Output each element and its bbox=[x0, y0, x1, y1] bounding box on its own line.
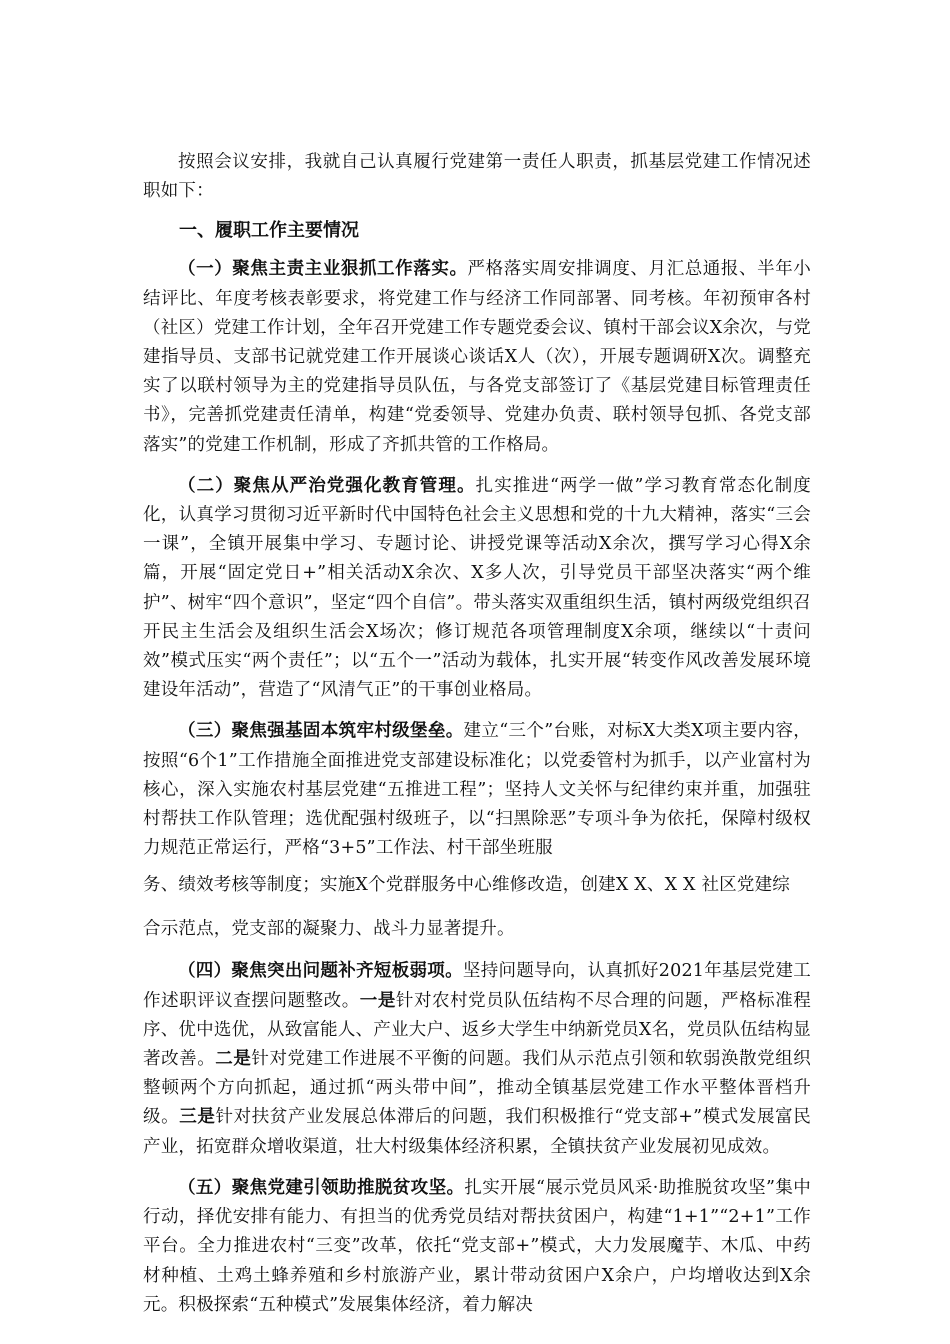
paragraph-2 bbox=[143, 472, 811, 706]
paragraph-3-line-b: 务、绩效考核等制度；实施X个党群服务中心维修改造，创建X X、X X 社区党建综 bbox=[143, 875, 790, 896]
paragraph-4-lead: （四）聚焦突出问题补齐短板弱项。 bbox=[178, 961, 463, 982]
paragraph-4-sentence-3: 针对党建工作进展不平衡的问题。我们从示范点引领和软弱涣散党组织整顿两个方向抓起，通过抓“两头带中间”，推动全镇基层党建工作水平整体晋档升级。 bbox=[143, 1049, 812, 1128]
document-page bbox=[143, 148, 811, 1332]
paragraph-4-keyword-1: 一是 bbox=[359, 990, 396, 1011]
paragraph-2-body: 扎实推进“两学一做”学习教育常态化制度化，认真学习贯彻习近平新时代中国特色社会主义思想和党的十九大精神，落实“三会一课”，全镇开展集中学习、专题讨论、讲授党课等活动X余次，撰写学习心得X余篇，开展“固定党日+”相关活动X余次、X多人次，引导党员干部坚决落实“两个维护”、树牢“四个意识”，坚定“四个自信”。带头落实双重组织生活，镇村两级党组织召开民主生活会及组织生活会X场次；修订规范各项管理制度X余项，继续以“十责问效”模式压实“两个责任”；以“五个一”活动为载体，扎实开展“转变作风改善发展环境建设年活动”，营造了“风清气正”的干事创业格局。 bbox=[143, 475, 811, 701]
paragraph-4-sentence-1: 坚持问题导向，认真抓好2021年基层党建工作述职评议查摆问题整改。 bbox=[143, 961, 811, 1011]
section-heading: 一、履职工作主要情况 bbox=[179, 220, 359, 242]
paragraph-2-lead: （二）聚焦从严治党强化教育管理。 bbox=[178, 475, 476, 496]
paragraph-5 bbox=[143, 1174, 811, 1320]
paragraph-4-sentence-2: 针对农村党员队伍结构不尽合理的问题，严格标准程序、优中选优，从致富能人、产业大户、返乡大学生中纳新党员X名，党员队伍结构显著改善。 bbox=[143, 990, 811, 1070]
paragraph-5-lead: （五）聚焦党建引领助推脱贫攻坚。 bbox=[178, 1177, 465, 1198]
paragraph-3-line-c: 合示范点，党支部的凝聚力、战斗力显著提升。 bbox=[143, 919, 515, 940]
paragraph-4-sentence-4: 针对扶贫产业发展总体滞后的问题，我们积极推行“党支部+”模式发展富民产业，拓宽群众增收渠道，壮大村级集体经济积累，全镇扶贫产业发展初见成效。 bbox=[143, 1107, 812, 1157]
paragraph-3-body-a: 建立“三个”台账，对标X大类X项主要内容，按照“6个1”工作措施全面推进党支部建设标准化；以党委管村为抓手，以产业富村为核心，深入实施农村基层党建“五推进工程”；坚持人文关怀与纪律约束并重，加强驻村帮扶工作队管理；选优配强村级班子，以“扫黑除恶”专项斗争为依托，保障村级权力规范正常运行，严格“3+5”工作法、村干部坐班服 bbox=[143, 721, 811, 859]
paragraph-5-body: 扎实开展“展示党员风采·助推脱贫攻坚”集中行动，择优安排有能力、有担当的优秀党员结对帮扶贫困户，构建“1+1”“2+1”工作平台。全力推进农村“三变”改革，依托“党支部+”模式，大力发展魔芋、木瓜、中药材种植、土鸡土蜂养殖和乡村旅游产业，累计带动贫困户X余户，户均增收达到X余元。积极探索“五种模式”发展集体经济，着力解决 bbox=[143, 1177, 811, 1315]
intro-paragraph: 按照会议安排，我就自己认真履行党建第一责任人职责，抓基层党建工作情况述职如下： bbox=[143, 152, 811, 202]
paragraph-1 bbox=[143, 255, 811, 459]
paragraph-1-body: 严格落实周安排调度、月汇总通报、半年小结评比、年度考核表彰要求，将党建工作与经济工作同部署、同考核。年初预审各村（社区）党建工作计划，全年召开党建工作专题党委会议、镇村干部会议X余次，与党建指导员、支部书记就党建工作开展谈心谈话X人（次），开展专题调研X次。调整充实了以联村领导为主的党建指导员队伍，与各党支部签订了《基层党建目标管理责任书》，完善抓党建责任清单，构建“党委领导、党建办负责、联村领导包抓、各党支部落实”的党建工作机制，形成了齐抓共管的工作格局。 bbox=[143, 259, 811, 455]
paragraph-4-keyword-2: 二是 bbox=[215, 1049, 252, 1070]
paragraph-4-keyword-3: 三是 bbox=[179, 1107, 216, 1128]
paragraph-3 bbox=[143, 717, 811, 863]
paragraph-1-lead: （一）聚焦主责主业狠抓工作落实。 bbox=[178, 259, 468, 280]
paragraph-3-lead: （三）聚焦强基固本筑牢村级堡垒。 bbox=[178, 721, 464, 742]
paragraph-4 bbox=[143, 957, 811, 1161]
